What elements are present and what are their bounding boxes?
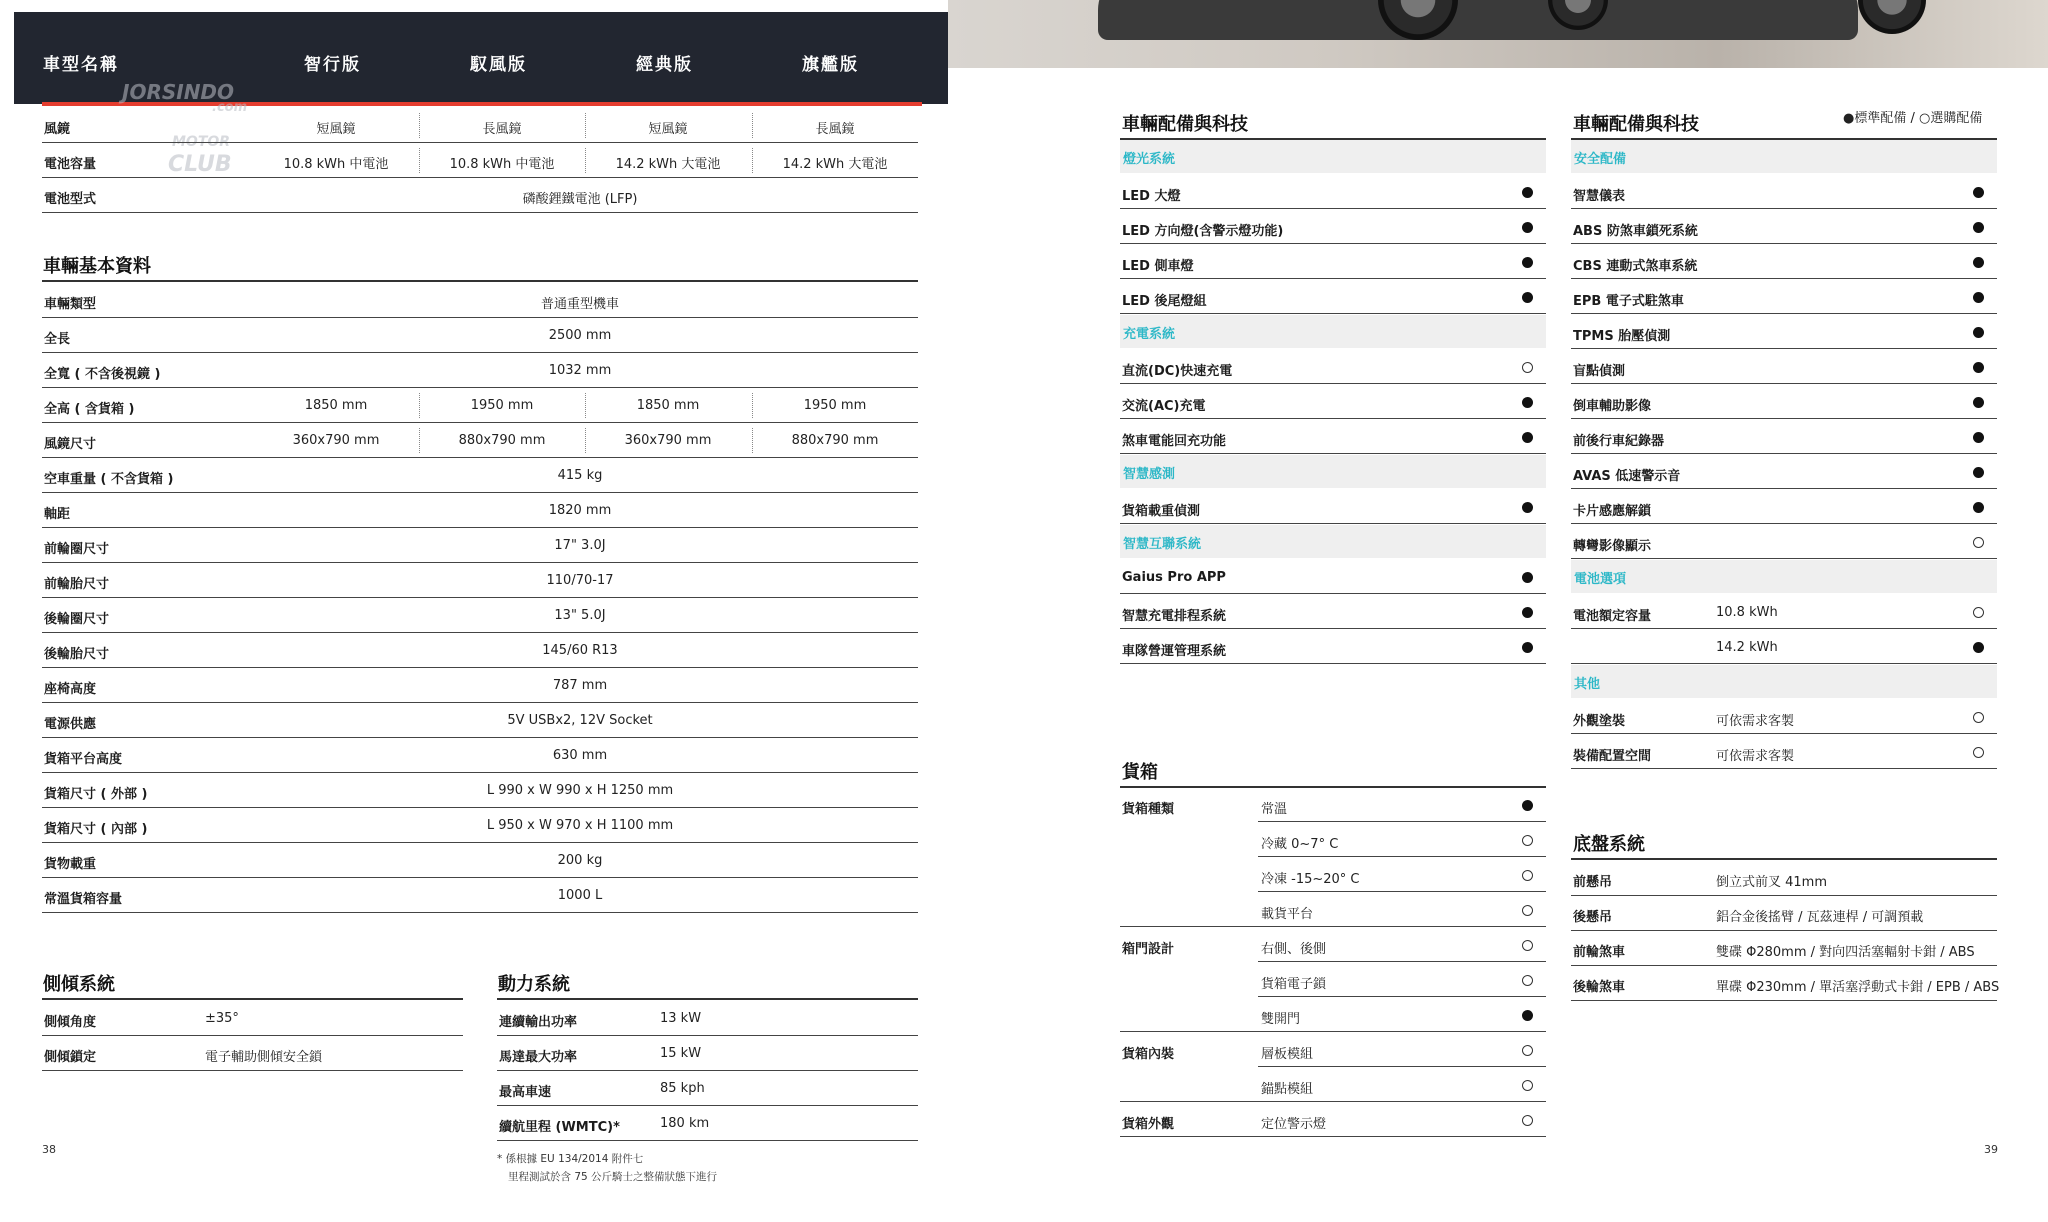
row-label: 續航里程 (WMTC)* — [499, 1120, 620, 1135]
row-value: 415 kg — [557, 468, 603, 483]
equipment-category — [1120, 315, 1546, 348]
standard-equipment-dot-icon — [1973, 292, 1984, 303]
equipment-label: 裝備配置空間 — [1573, 749, 1652, 764]
row-label: 空車重量 ( 不含貨箱 ) — [44, 472, 174, 487]
equipment-label: LED 大燈 — [1122, 189, 1181, 204]
standard-equipment-dot-icon — [1973, 397, 1984, 408]
row-value: 1850 mm — [304, 398, 368, 413]
equipment-category — [1120, 455, 1546, 488]
row-value: 電子輔助側傾安全鎖 — [205, 1050, 323, 1065]
row-label: 全長 — [44, 332, 71, 347]
standard-equipment-dot-icon — [1522, 1010, 1533, 1021]
equipment-value: 可依需求客製 — [1716, 749, 1795, 764]
row-label: 風鏡 — [44, 122, 71, 137]
column-divider — [752, 113, 753, 138]
row-value: 15 kW — [660, 1046, 702, 1061]
equipment-label: 盲點偵測 — [1573, 364, 1626, 379]
column-divider — [752, 393, 753, 418]
row-label: 側傾角度 — [44, 1015, 97, 1030]
equipment-row — [1571, 630, 1997, 664]
cargo-item-label: 雙開門 — [1261, 1012, 1301, 1027]
row-value: L 990 x W 990 x H 1250 mm — [486, 783, 674, 798]
cargo-group-label: 貨箱內裝 — [1122, 1047, 1175, 1062]
category-label: 其他 — [1574, 677, 1601, 692]
equipment-label: 倒車輔助影像 — [1573, 399, 1652, 414]
category-label: 燈光系統 — [1123, 152, 1176, 167]
equipment-category — [1120, 140, 1546, 173]
scooter-photo — [948, 0, 2048, 68]
equipment-label: 交流(AC)充電 — [1122, 399, 1206, 414]
row-value: 10.8 kWh 中電池 — [449, 157, 555, 172]
optional-equipment-ring-icon — [1522, 1045, 1533, 1056]
equipment-label: CBS 連動式煞車系統 — [1573, 259, 1698, 274]
equipment-label: 智慧儀表 — [1573, 189, 1626, 204]
equipment-label: 煞車電能回充功能 — [1122, 434, 1227, 449]
cargo-item-label: 層板模組 — [1261, 1047, 1314, 1062]
standard-equipment-dot-icon — [1522, 222, 1533, 233]
standard-equipment-dot-icon — [1522, 607, 1533, 618]
category-label: 智慧感測 — [1123, 467, 1176, 482]
row-label: 馬達最大功率 — [499, 1050, 578, 1065]
column-divider — [419, 148, 420, 173]
column-divider — [585, 113, 586, 138]
row-value: 14.2 kWh 大電池 — [615, 157, 721, 172]
equipment-label: 前後行車紀錄器 — [1573, 434, 1665, 449]
section-title: 車輛配備與科技 — [1122, 114, 1248, 135]
row-label: 貨物載重 — [44, 857, 97, 872]
row-value: 200 kg — [557, 853, 603, 868]
cargo-item-label: 貨箱電子鎖 — [1261, 977, 1327, 992]
model-name-header: 車型名稱 — [43, 55, 119, 75]
section-title: 側傾系統 — [43, 974, 115, 995]
legend: ●標準配備 / ○選購配備 — [1843, 111, 1983, 126]
category-label: 充電系統 — [1123, 327, 1176, 342]
optional-equipment-ring-icon — [1973, 607, 1984, 618]
row-label: 後輪煞車 — [1573, 980, 1626, 995]
trim-header: 經典版 — [636, 55, 693, 75]
row-label: 貨箱尺寸 ( 外部 ) — [44, 787, 148, 802]
watermark-logo: JORSINDO .com MOTOR CLUB — [122, 80, 248, 177]
optional-equipment-ring-icon — [1522, 1115, 1533, 1126]
column-divider — [585, 428, 586, 453]
footnote: 里程測試於含 75 公斤騎士之整備狀態下進行 — [508, 1171, 718, 1183]
cargo-item-label: 載貨平台 — [1261, 907, 1314, 922]
standard-equipment-dot-icon — [1522, 642, 1533, 653]
row-value: 1032 mm — [548, 363, 612, 378]
standard-equipment-dot-icon — [1522, 432, 1533, 443]
row-label: 連續輸出功率 — [499, 1015, 578, 1030]
category-label: 安全配備 — [1574, 152, 1627, 167]
equipment-label: 智慧充電排程系統 — [1122, 609, 1227, 624]
equipment-row — [1120, 175, 1546, 209]
standard-equipment-dot-icon — [1973, 432, 1984, 443]
standard-equipment-dot-icon — [1522, 187, 1533, 198]
equipment-label: AVAS 低速警示音 — [1573, 469, 1681, 484]
category-label: 智慧互聯系統 — [1123, 537, 1202, 552]
equipment-row — [1571, 350, 1997, 384]
optional-equipment-ring-icon — [1973, 712, 1984, 723]
row-label: 電池容量 — [44, 157, 97, 172]
row-value: 787 mm — [552, 678, 608, 693]
cargo-item-label: 冷凍 -15~20° C — [1261, 872, 1360, 887]
equipment-value: 14.2 kWh — [1716, 640, 1778, 655]
cargo-row — [1120, 998, 1546, 1032]
table-row — [42, 1000, 463, 1036]
row-value: 普通重型機車 — [540, 297, 619, 312]
row-value: 10.8 kWh 中電池 — [283, 157, 389, 172]
row-value: 倒立式前叉 41mm — [1716, 875, 1828, 890]
table-row — [497, 1070, 918, 1106]
equipment-label: TPMS 胎壓偵測 — [1573, 329, 1671, 344]
equipment-label: 電池額定容量 — [1573, 609, 1652, 624]
column-divider — [585, 148, 586, 173]
equipment-category — [1120, 525, 1546, 558]
row-label: 貨箱平台高度 — [44, 752, 123, 767]
cargo-item-label: 定位警示燈 — [1261, 1117, 1327, 1132]
standard-equipment-dot-icon — [1973, 327, 1984, 338]
equipment-category — [1571, 665, 1997, 698]
cargo-row — [1120, 1068, 1546, 1102]
optional-equipment-ring-icon — [1522, 940, 1533, 951]
trim-header: 馭風版 — [470, 55, 527, 75]
standard-equipment-dot-icon — [1973, 187, 1984, 198]
row-label: 前輪胎尺寸 — [44, 577, 110, 592]
standard-equipment-dot-icon — [1973, 502, 1984, 513]
equipment-value: 10.8 kWh — [1716, 605, 1778, 620]
row-value: 630 mm — [552, 748, 608, 763]
row-label: 全寬 ( 不含後視鏡 ) — [44, 367, 161, 382]
standard-equipment-dot-icon — [1973, 642, 1984, 653]
optional-equipment-ring-icon — [1973, 537, 1984, 548]
row-value: 長風鏡 — [815, 122, 855, 137]
standard-equipment-dot-icon — [1973, 467, 1984, 478]
optional-equipment-ring-icon — [1522, 975, 1533, 986]
standard-equipment-dot-icon — [1973, 222, 1984, 233]
cargo-item-label: 冷藏 0~7° C — [1261, 837, 1339, 852]
row-value: 13 kW — [660, 1011, 702, 1026]
standard-equipment-dot-icon — [1522, 397, 1533, 408]
row-label: 風鏡尺寸 — [44, 437, 97, 452]
standard-equipment-dot-icon — [1973, 257, 1984, 268]
equipment-label: 直流(DC)快速充電 — [1122, 364, 1233, 379]
row-value: 110/70-17 — [546, 573, 614, 588]
optional-equipment-ring-icon — [1522, 1080, 1533, 1091]
optional-equipment-ring-icon — [1973, 747, 1984, 758]
column-divider — [585, 393, 586, 418]
standard-equipment-dot-icon — [1522, 292, 1533, 303]
row-value: ±35° — [205, 1011, 239, 1026]
vehicle-body — [1098, 0, 1858, 40]
section-title: 底盤系統 — [1573, 834, 1645, 855]
row-value: 鋁合金後搖臂 / 瓦茲連桿 / 可調預載 — [1716, 910, 1924, 925]
rear-wheel — [1858, 0, 1926, 34]
row-value: 雙碟 Φ280mm / 對向四活塞輻射卡鉗 / ABS — [1716, 945, 1975, 960]
cargo-group-label: 貨箱外觀 — [1122, 1117, 1175, 1132]
equipment-category — [1571, 560, 1997, 593]
equipment-row — [1571, 175, 1997, 209]
row-value: 880x790 mm — [791, 433, 879, 448]
row-value: 單碟 Φ230mm / 單活塞浮動式卡鉗 / EPB / ABS — [1716, 980, 2000, 995]
column-divider — [752, 148, 753, 173]
column-divider — [419, 393, 420, 418]
equipment-label: Gaius Pro APP — [1122, 570, 1226, 585]
cargo-row — [1120, 1103, 1546, 1137]
cargo-item-label: 右側、後側 — [1261, 942, 1327, 957]
row-label: 後輪胎尺寸 — [44, 647, 110, 662]
row-label: 電源供應 — [44, 717, 97, 732]
equipment-label: 外觀塗裝 — [1573, 714, 1626, 729]
row-value: 880x790 mm — [458, 433, 546, 448]
optional-equipment-ring-icon — [1522, 905, 1533, 916]
row-value: 360x790 mm — [292, 433, 380, 448]
footnote: * 係根據 EU 134/2014 附件七 — [497, 1153, 644, 1165]
row-value: 1000 L — [557, 888, 603, 903]
standard-equipment-dot-icon — [1522, 800, 1533, 811]
row-value: 5V USBx2, 12V Socket — [507, 713, 653, 728]
row-label: 後輪圈尺寸 — [44, 612, 110, 627]
category-label: 電池選項 — [1574, 572, 1627, 587]
optional-equipment-ring-icon — [1522, 870, 1533, 881]
row-value: 1950 mm — [803, 398, 867, 413]
row-value: 長風鏡 — [482, 122, 522, 137]
row-label: 前輪煞車 — [1573, 945, 1626, 960]
cargo-group-label: 貨箱種類 — [1122, 802, 1175, 817]
trim-header: 旗艦版 — [802, 55, 859, 75]
row-value: 1820 mm — [548, 503, 612, 518]
equipment-value: 可依需求客製 — [1716, 714, 1795, 729]
row-label: 座椅高度 — [44, 682, 97, 697]
row-value: 14.2 kWh 大電池 — [782, 157, 888, 172]
row-value: 短風鏡 — [316, 122, 356, 137]
equipment-label: LED 後尾燈組 — [1122, 294, 1207, 309]
equipment-label: EPB 電子式駐煞車 — [1573, 294, 1684, 309]
equipment-label: 卡片感應解鎖 — [1573, 504, 1652, 519]
row-value: 180 km — [660, 1116, 710, 1131]
equipment-label: ABS 防煞車鎖死系統 — [1573, 224, 1698, 239]
cargo-row — [1120, 893, 1546, 927]
row-label: 貨箱尺寸 ( 內部 ) — [44, 822, 148, 837]
cargo-group-label: 箱門設計 — [1122, 942, 1175, 957]
row-label: 軸距 — [44, 507, 71, 522]
row-value: 1850 mm — [636, 398, 700, 413]
row-value: 17" 3.0J — [554, 538, 606, 553]
page-number-left: 38 — [42, 1143, 56, 1156]
row-label: 全高 ( 含貨箱 ) — [44, 402, 135, 417]
section-title: 貨箱 — [1122, 762, 1158, 783]
equipment-label: 轉彎影像顯示 — [1573, 539, 1652, 554]
column-divider — [419, 428, 420, 453]
row-value: 1950 mm — [470, 398, 534, 413]
row-value: 13" 5.0J — [554, 608, 606, 623]
row-label: 車輛類型 — [44, 297, 97, 312]
cargo-item-label: 錨點模組 — [1261, 1082, 1314, 1097]
row-value: 145/60 R13 — [542, 643, 618, 658]
page-number-right: 39 — [1984, 1143, 1998, 1156]
optional-equipment-ring-icon — [1522, 362, 1533, 373]
optional-equipment-ring-icon — [1522, 835, 1533, 846]
section-title: 車輛基本資料 — [43, 256, 151, 277]
row-value: 360x790 mm — [624, 433, 712, 448]
row-value: 2500 mm — [548, 328, 612, 343]
row-label: 前懸吊 — [1573, 875, 1613, 890]
equipment-label: LED 側車燈 — [1122, 259, 1194, 274]
trim-header: 智行版 — [304, 55, 361, 75]
section-title: 動力系統 — [498, 974, 570, 995]
row-value: 磷酸鋰鐵電池 (LFP) — [522, 192, 638, 207]
row-label: 前輪圈尺寸 — [44, 542, 110, 557]
column-divider — [419, 113, 420, 138]
row-value: 短風鏡 — [648, 122, 688, 137]
standard-equipment-dot-icon — [1522, 572, 1533, 583]
cargo-row — [1258, 788, 1546, 822]
section-title: 車輛配備與科技 — [1573, 114, 1699, 135]
row-value: 85 kph — [660, 1081, 705, 1096]
standard-equipment-dot-icon — [1522, 502, 1533, 513]
row-label: 常溫貨箱容量 — [44, 892, 123, 907]
row-label: 側傾鎖定 — [44, 1050, 97, 1065]
row-label: 後懸吊 — [1573, 910, 1613, 925]
row-label: 電池型式 — [44, 192, 97, 207]
column-divider — [752, 428, 753, 453]
equipment-category — [1571, 140, 1997, 173]
cargo-item-label: 常溫 — [1261, 802, 1288, 817]
equipment-label: LED 方向燈(含警示燈功能) — [1122, 224, 1284, 239]
row-value: L 950 x W 970 x H 1100 mm — [486, 818, 674, 833]
standard-equipment-dot-icon — [1973, 362, 1984, 373]
standard-equipment-dot-icon — [1522, 257, 1533, 268]
row-label: 最高車速 — [499, 1085, 552, 1100]
equipment-label: 貨箱載重偵測 — [1122, 504, 1201, 519]
equipment-label: 車隊營運管理系統 — [1122, 644, 1227, 659]
